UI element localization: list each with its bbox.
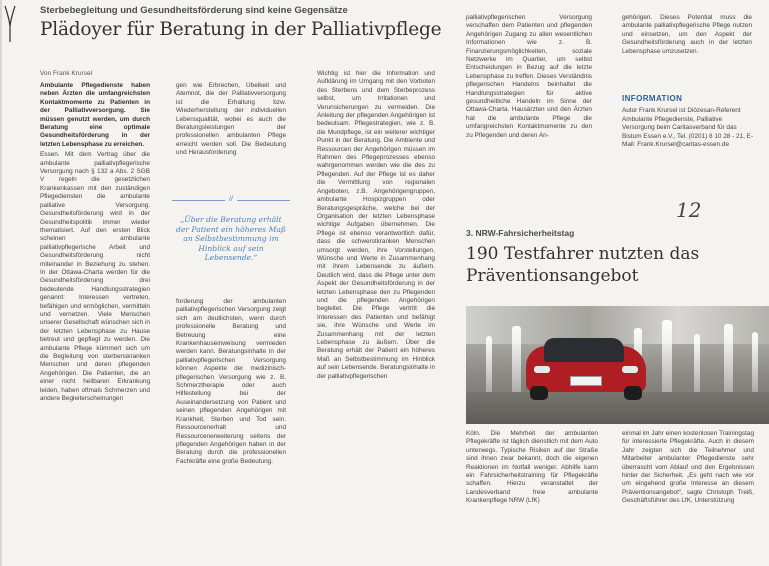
- scan-edge-shadow: [0, 0, 2, 566]
- car-headlight-right: [622, 366, 638, 373]
- article-body-3: Wichtig ist hier die Information und Aufklärung im Umgang mit den Vorboten des Sterbens und dem Sterbeprozess selbst, um Irritationen und Verunsicherungen zu vermeiden. Die Anleitung der pflegenden Angehörigen ist bedeutsam. Pflegestrategien, wie z. B. die Mundpflege, ist ein weiterer wichtiger Punkt in der Beratung. Die Ambiente und Ressourcen der Angehörigen müssen im Rahmen des Pflegeprozesses ebenso wahrgenommen werden wie die des zu Pflegenden. Auf der Pflege ist es daher die Vermittlung von regionalen Angeboten, z.B. Angehörigengruppen, ambulante Hospizgruppen oder Beratungsgespräche, welche bei der Organisation der letzten Lebensphase wichtige Aufgaben übernehmen. Die Pflege ist ebenso verantwortlich dafür, dass die schwerstkranken Menschen umsorgt werden, ihre Vorstellungen, Wünsche und Werte in Zusammenhang mit ihrem Lebensende zu äußern. Deutlich wird, dass die Pflege unter dem Aspekt der Gesundheitsförderung in der letzten Lebensphase den zu Pflegenden und die pflegenden Angehörigen begleitet. Die Pflege vertritt die Interessen des Patienten und befähigt sie, ihre Wünsche und Werte im Zusammenhang mit der letzten Lebensphase zu äußern. Über die Beratung erhält der Patient ein höheres Maß an Selbstbestimmung im Hinblick auf sein Lebensende. Beratungsinhalte in der palliativpflegerischen: [317, 70, 435, 380]
- pull-quote-marker-icon: //: [225, 195, 237, 205]
- scissors-mark-icon: [3, 4, 17, 44]
- article-body-2b: forderung der ambulanten palliativpflegerischen Versorgung zeigt sich am deutlichsten, wenn durch professionelle Beratung und Betreuung eine Krankenhauseinweisung vermieden werden kann. Beratungsinhalte in der palliativpflegerischen Versorgung können Aspekte der medizinisch-pflegerischen Versorgung wie z. B. Schmerztherapie oder auch Hilfestellung bei der Auseinandersetzung von Patient und seinen pflegenden Angehörigen mit Krankheit, Sterben und Tod sein. Ressourcenerhalt und Ressourcenerweiterung seitens der pflegenden Angehörigen haben in der Beratung durch die professionellen Fachkräfte eine große Bedeutung.: [176, 298, 286, 465]
- article2-headline: 190 Testfahrer nutzten das Präventionsangebot: [466, 244, 700, 286]
- article2-column-1: [466, 430, 598, 566]
- article-body-5: gehörigen. Dieses Potential muss die ambulante palliativpflegerische Pflege nutzen und einsetzen, um den Aspekt der Gesundheitsförderung auch in der letzten Lebensphase umzusetzen.: [622, 14, 752, 55]
- car-license-plate: [570, 376, 602, 386]
- article-kicker: Sterbebegleitung und Gesundheitsförderung sind keine Gegensätze: [40, 5, 348, 16]
- article-body-1: Essen. Mit dem Vertrag über die ambulante palliativpflegerische Versorgung nach § 132 a Abs. 2 SGB V regeln die gesetzlichen Krankenkassen mit den zuständigen Pflegediensten die ambulante palliative Versorgung. Gesundheitsförderung wird in der Gesundheitspolitik immer wieder thematisiert. Auf den ersten Blick scheinen ambulante palliativpflegerische Arbeit und Gesundheitsförderung nicht miteinander in Beziehung zu stehen. In der Ottawa-Charta werden für die Gesundheitsförderung drei bedeutende Handlungsstrategien genannt: Interessen vertreten, befähigen und ermöglichen, vermitteln und vernetzen. Viele Menschen unserer Gesellschaft wünschen sich in der letzten Lebensphase zu Hause betreut und gepflegt zu werden. Die ambulante Pflege kümmert sich um die Begleitung von sterbenskranken Menschen und deren pflegenden Angehörigen. Die Patienten, die an einer nicht heilbaren Erkrankung leiden, haben oftmals Schmerzen und andere Begleiterscheinungen: [40, 151, 150, 403]
- car-wheel-right: [624, 386, 642, 400]
- info-box-title: INFORMATION: [622, 94, 683, 103]
- photo-fountain-jet: [512, 326, 521, 396]
- info-box-body: Autor Frank Krursel ist Diözesan-Referent Ambulante Pflegedienste, Palliative Versorgung beim Caritasverband für das Bistum Essen e.V., Tel. (0201) 8 10 28 - 21, E-Mail: Frank.Krursel@caritas-essen.de: [622, 107, 754, 149]
- pull-quote: [172, 195, 290, 295]
- article2-body-2: einmal im Jahr einen kostenlosen Trainingstag für interessierte Pflegekräfte. Auch in diesem Jahr zeigten sich die Teilnehmer und Mitarbeiter ambulanter Pflegedienste sehr überrascht vom Ablauf und den Ergebnissen hinter der Sicherheit. „Es geht nach wie vor um eingehend große Interesse an diesem Präventionsangebot“, sagte Christoph Treiß, Geschäftsführer des LfK, Unterstützung: [622, 430, 754, 505]
- test-drive-photo: [466, 306, 769, 424]
- photo-fountain-jet: [694, 334, 700, 394]
- article-column-5: [622, 14, 752, 84]
- photo-fountain-jet: [752, 332, 758, 394]
- car-windshield: [544, 338, 624, 362]
- article-column-2b: [176, 298, 286, 566]
- article2-body-1: Köln. Die Mehrheit der ambulanten Pflegekräfte ist täglich dienstlich mit dem Auto unterwegs. Typische Risiken auf der Straße sind ihnen zwar bekannt, doch die eigenen Reaktionen im Notfall weniger. Abhilfe kann ein Fahrsicherheitstraining für Pflegekräfte schaffen. Hierzu veranstaltet der Landesverband freie ambulante Krankenpflege NRW (LfK): [466, 430, 598, 505]
- article-body-4: palliativpflegerischen Versorgung verschaffen dem Patienten und pflegenden Angehörigen Zugang zu allen wesentlichen Informationen wie z. B. Finanzierungsmöglichkeiten, soziale Netzwerke im Quartier, um selbst Entscheidungen in Bezug auf die letzte Lebensphase zu treffen. Dieses Verständnis pflegerischen Handelns beinhaltet die Handlungsstrategien für aktive gesundheitliche Handeln im Sinne der Ottawa-Charta. Hausärzten und den Ärzten hat die ambulante Pflege die umfangreichsten Kontaktmomente zu den zu Pflegenden und deren An-: [466, 14, 592, 139]
- pull-quote-text: „Über die Beratung erhält der Patient ein höheres Maß an Selbstbestimmung im Hinblick auf sein Lebensende.“: [176, 215, 286, 262]
- article-column-3: [317, 70, 435, 566]
- article2-column-2: [622, 430, 754, 566]
- article-body-2: gen wie Erbrechen, Übelkeit und Atemnot, die der Palliativversorgung ist die Erhaltung bzw. Wiederherstellung der individuellen Lebensqualität, wobei es auch die Beratungsleistungen der professionellen ambulanten Pflege erreicht werden soll. Die Bedeutung und Herausforderung: [176, 82, 286, 157]
- car-headlight-left: [534, 366, 550, 373]
- article2-kicker: 3. NRW-Fahrsicherheitstag: [466, 228, 575, 238]
- photo-fountain-jet: [724, 324, 733, 398]
- article-column-1: [40, 82, 150, 566]
- article-lead: Ambulante Pflegedienste haben neben Ärzten die umfangreichsten Kontaktmomente zu Patienten in der Palliativversorgung. Sie müssen genutzt werden, um durch Beratung eine optimale Gesundheitsförderung in der letzten Lebensphase zu erreichen.: [40, 82, 150, 148]
- byline: Von Frank Krursel: [40, 70, 93, 77]
- info-box: [622, 94, 754, 212]
- article-column-4: [466, 14, 592, 216]
- article-column-2: [176, 82, 286, 192]
- photo-fountain-jet: [662, 320, 672, 398]
- red-car: [526, 332, 646, 402]
- article-headline: Plädoyer für Beratung in der Palliativpflege: [40, 19, 442, 40]
- handwritten-page-number: 12: [676, 198, 702, 222]
- car-wheel-left: [530, 386, 548, 400]
- photo-fountain-jet: [486, 336, 492, 396]
